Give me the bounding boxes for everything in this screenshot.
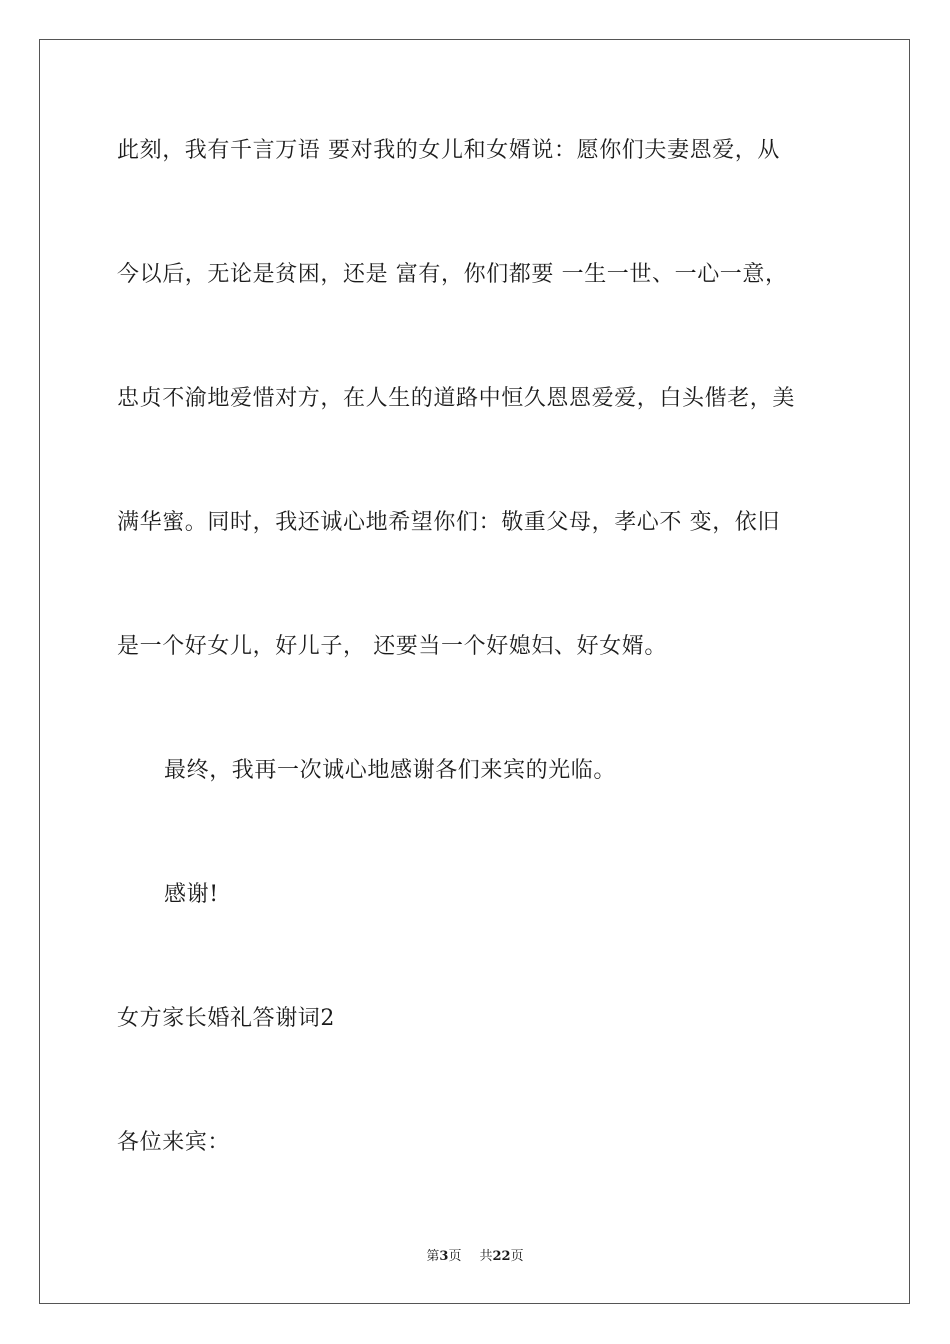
page-frame bbox=[39, 39, 910, 1304]
body-line-4: 满华蜜。同时，我还诚心地希望你们：敬重父母，孝心不 变，依旧 bbox=[117, 510, 780, 535]
total-suffix: 页 bbox=[510, 1249, 524, 1264]
section-title: 女方家长婚礼答谢词2 bbox=[117, 1006, 335, 1031]
page-prefix: 第 bbox=[426, 1249, 440, 1264]
total-pages: 22 bbox=[492, 1249, 511, 1264]
body-line-1: 此刻，我有千言万语 要对我的女儿和女婿说：愿你们夫妻恩爱，从 bbox=[117, 138, 780, 163]
total-prefix: 共 bbox=[479, 1249, 493, 1264]
page-number: 3 bbox=[439, 1249, 449, 1264]
page-suffix: 页 bbox=[448, 1249, 462, 1264]
body-line-5: 是一个好女儿，好儿子， 还要当一个好媳妇、好女婿。 bbox=[117, 634, 667, 659]
body-line-3: 忠贞不渝地爱惜对方，在人生的道路中恒久恩恩爱爱，白头偕老，美 bbox=[117, 386, 796, 411]
closing-paragraph: 最终，我再一次诚心地感谢各们来宾的光临。 bbox=[164, 758, 617, 783]
thanks-line: 感谢! bbox=[164, 882, 219, 907]
body-line-2: 今以后，无论是贫困，还是 富有，你们都要 一生一世、一心一意， bbox=[117, 262, 788, 287]
salutation: 各位来宾： bbox=[117, 1130, 231, 1155]
page-footer bbox=[0, 1248, 950, 1266]
